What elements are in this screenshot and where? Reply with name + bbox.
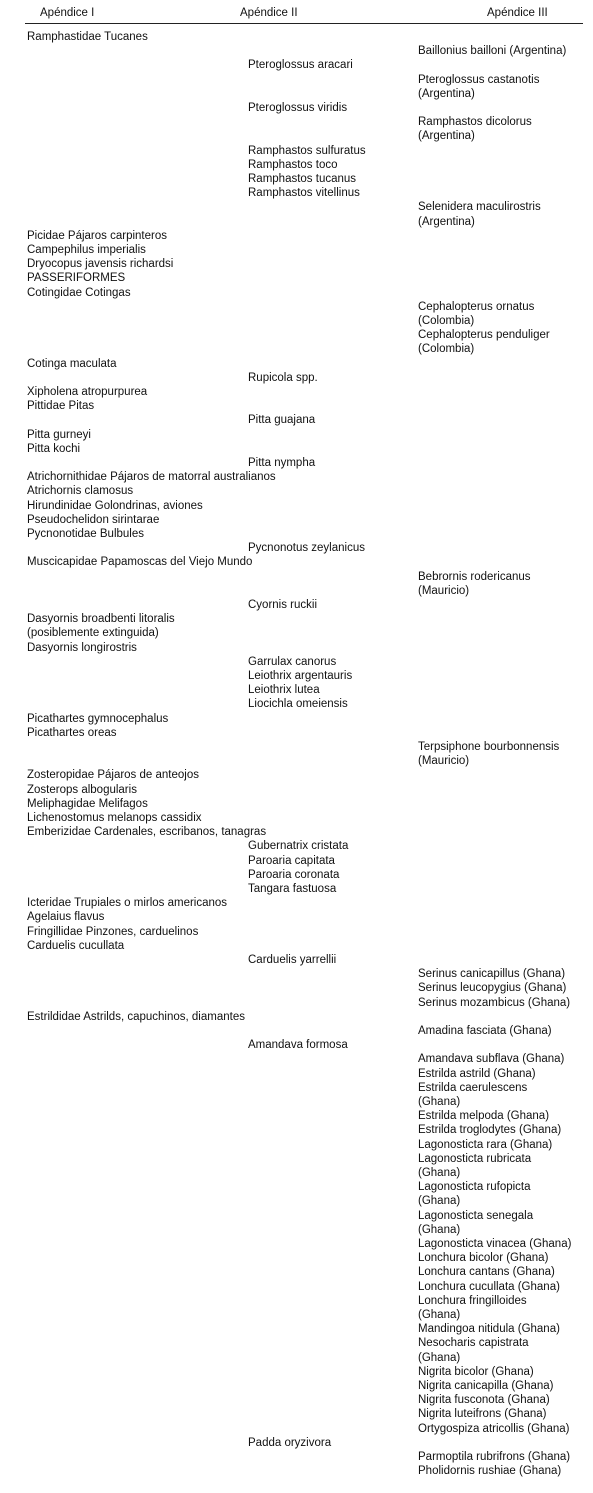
- species-entry: Icteridae Trupiales o mirlos americanos: [27, 897, 228, 910]
- species-entry: Cephalopterus ornatus: [418, 300, 535, 313]
- species-entry: Emberizidae Cardenales, escribanos, tanagras: [27, 826, 267, 839]
- species-entry: (Ghana): [418, 1195, 461, 1208]
- species-entry: Parmoptila rubrifrons (Ghana): [418, 1451, 571, 1463]
- species-entry: Paroaria coronata: [248, 868, 340, 881]
- header-apendice-iii: Apéndice III: [487, 7, 548, 19]
- species-entry: Muscicapidae Papamoscas del Viejo Mundo: [27, 556, 253, 569]
- species-entry: Amandava subflava (Ghana): [418, 1053, 565, 1066]
- species-entry: (Mauricio): [418, 755, 470, 768]
- species-entry: Leiothrix argentauris: [248, 670, 353, 682]
- species-entry: Amandava formosa: [248, 1039, 348, 1052]
- species-entry: (Ghana): [418, 1309, 461, 1321]
- species-entry: Picidae Pájaros carpinteros: [27, 229, 167, 242]
- species-entry: Estrildidae Astrilds, capuchinos, diamantes: [27, 1010, 245, 1023]
- species-entry: (Mauricio): [418, 584, 470, 597]
- species-entry: Pteroglossus viridis: [248, 102, 348, 114]
- species-entry: (Colombia): [418, 343, 475, 356]
- species-entry: Pseudochelidon sirintarae: [27, 513, 160, 526]
- species-entry: Pitta guajana: [248, 414, 316, 427]
- species-entry: Agelaius flavus: [27, 911, 105, 924]
- species-entry: Picathartes oreas: [27, 726, 117, 739]
- species-entry: Cyornis ruckii: [248, 599, 318, 611]
- species-entry: Cotinga maculata: [27, 357, 117, 370]
- species-entry: Pteroglossus castanotis: [418, 73, 540, 86]
- species-entry: (Argentina): [418, 215, 475, 228]
- species-entry: Lonchura bicolor (Ghana): [418, 1252, 549, 1265]
- species-entry: Paroaria capitata: [248, 854, 335, 867]
- species-entry: Nigrita bicolor (Ghana): [418, 1365, 534, 1378]
- species-entry: Picathartes gymnocephalus: [27, 712, 169, 725]
- species-entry: Terpsiphone bourbonnensis: [418, 741, 560, 753]
- species-entry: Pteroglossus aracari: [248, 59, 353, 72]
- species-entry: Pycnonotus zeylanicus: [248, 542, 365, 555]
- species-entry: (Ghana): [418, 1096, 461, 1108]
- species-entry: (Argentina): [418, 130, 475, 143]
- species-entry: Lonchura cantans (Ghana): [418, 1266, 555, 1279]
- species-entry: Nigrita fusconota (Ghana): [418, 1394, 550, 1407]
- species-entry: Pitta gurneyi: [27, 428, 91, 441]
- header-apendice-ii: Apéndice II: [240, 7, 298, 19]
- species-entry: (posiblemente extinguida): [27, 627, 159, 640]
- species-entry: Pitta kochi: [27, 442, 81, 455]
- species-entry: Ramphastos sulfuratus: [248, 144, 366, 157]
- species-entry: Serinus mozambicus (Ghana): [418, 996, 571, 1009]
- header-rule: [25, 23, 583, 24]
- header-apendice-i: Apéndice I: [40, 7, 95, 19]
- species-entry: Lagonosticta rufopicta: [418, 1181, 531, 1194]
- species-entry: Estrilda melpoda (Ghana): [418, 1110, 550, 1123]
- species-entry: Ortygospiza atricollis (Ghana): [418, 1422, 570, 1435]
- species-entry: Xipholena atropurpurea: [27, 386, 148, 398]
- species-entry: Lagonosticta rara (Ghana): [418, 1138, 553, 1151]
- species-entry: Lagonosticta rubricata: [418, 1152, 532, 1165]
- species-entry: Amadina fasciata (Ghana): [418, 1025, 552, 1037]
- species-entry: Estrilda caerulescens: [418, 1081, 528, 1094]
- species-entry: Leiothrix lutea: [248, 684, 320, 697]
- species-entry: Ramphastidae Tucanes: [27, 31, 148, 43]
- species-entry: Bebrornis rodericanus: [418, 570, 531, 583]
- species-entry: Carduelis cucullata: [27, 939, 125, 952]
- species-entry: (Colombia): [418, 315, 475, 327]
- species-entry: Serinus canicapillus (Ghana): [418, 968, 566, 981]
- species-entry: Mandingoa nitidula (Ghana): [418, 1323, 560, 1336]
- species-entry: Estrilda astrild (Ghana): [418, 1067, 536, 1080]
- species-entry: Lichenostomus melanops cassidix: [27, 812, 202, 824]
- species-entry: Dryocopus javensis richardsi: [27, 258, 174, 271]
- species-entry: Ramphastos dicolorus: [418, 116, 532, 129]
- species-entry: Serinus leucopygius (Ghana): [418, 982, 567, 995]
- species-entry: Cotingidae Cotingas: [27, 286, 131, 299]
- species-entry: Lonchura cucullata (Ghana): [418, 1280, 560, 1293]
- species-entry: Ramphastos tucanus: [248, 173, 357, 185]
- species-entry: Pitta nympha: [248, 457, 316, 469]
- species-entry: Nigrita canicapilla (Ghana): [418, 1380, 554, 1392]
- species-entry: Estrilda troglodytes (Ghana): [418, 1124, 562, 1137]
- species-entry: Baillonius bailloni (Argentina): [418, 45, 567, 58]
- species-entry: Nigrita luteifrons (Ghana): [418, 1408, 547, 1421]
- species-entry: Cephalopterus penduliger: [418, 329, 550, 342]
- species-entry: Rupicola spp.: [248, 371, 318, 384]
- species-entry: Tangara fastuosa: [248, 883, 337, 895]
- species-entry: Selenidera maculirostris: [418, 201, 541, 214]
- species-entry: (Ghana): [418, 1167, 461, 1179]
- species-entry: (Ghana): [418, 1351, 461, 1364]
- species-entry: (Ghana): [418, 1223, 461, 1236]
- species-entry: Padda oryzivora: [248, 1436, 332, 1449]
- species-entry: Fringillidae Pinzones, carduelinos: [27, 925, 199, 938]
- species-entry: Ramphastos toco: [248, 158, 338, 171]
- species-entry: Carduelis yarrellii: [248, 954, 337, 966]
- species-entry: Pycnonotidae Bulbules: [27, 528, 144, 540]
- species-entry: Pholidornis rushiae (Ghana): [418, 1465, 562, 1478]
- species-entry: PASSERIFORMES: [27, 272, 126, 285]
- species-entry: Ramphastos vitellinus: [248, 187, 360, 200]
- species-entry: Pittidae Pitas: [27, 400, 95, 413]
- species-entry: (Argentina): [418, 87, 475, 100]
- species-entry: Zosteropidae Pájaros de anteojos: [27, 769, 199, 782]
- species-entry: Meliphagidae Melifagos: [27, 797, 148, 810]
- species-entry: Atrichornithidae Pájaros de matorral australianos: [27, 471, 276, 484]
- species-entry: Dasyornis broadbenti litoralis: [27, 613, 175, 626]
- species-entry: Lonchura fringilloides: [418, 1294, 527, 1307]
- species-entry: Dasyornis longirostris: [27, 641, 137, 654]
- species-entry: Gubernatrix cristata: [248, 840, 349, 853]
- species-entry: Zosterops albogularis: [27, 783, 137, 796]
- species-entry: Hirundinidae Golondrinas, aviones: [27, 499, 203, 512]
- species-entry: Lagonosticta senegala: [418, 1209, 534, 1222]
- species-entry: Lagonosticta vinacea (Ghana): [418, 1238, 572, 1250]
- species-entry: Nesocharis capistrata: [418, 1337, 529, 1350]
- species-entry: Campephilus imperialis: [27, 244, 146, 256]
- species-entry: Atrichornis clamosus: [27, 485, 134, 498]
- species-entry: Liocichla omeiensis: [248, 698, 348, 711]
- species-entry: Garrulax canorus: [248, 655, 337, 668]
